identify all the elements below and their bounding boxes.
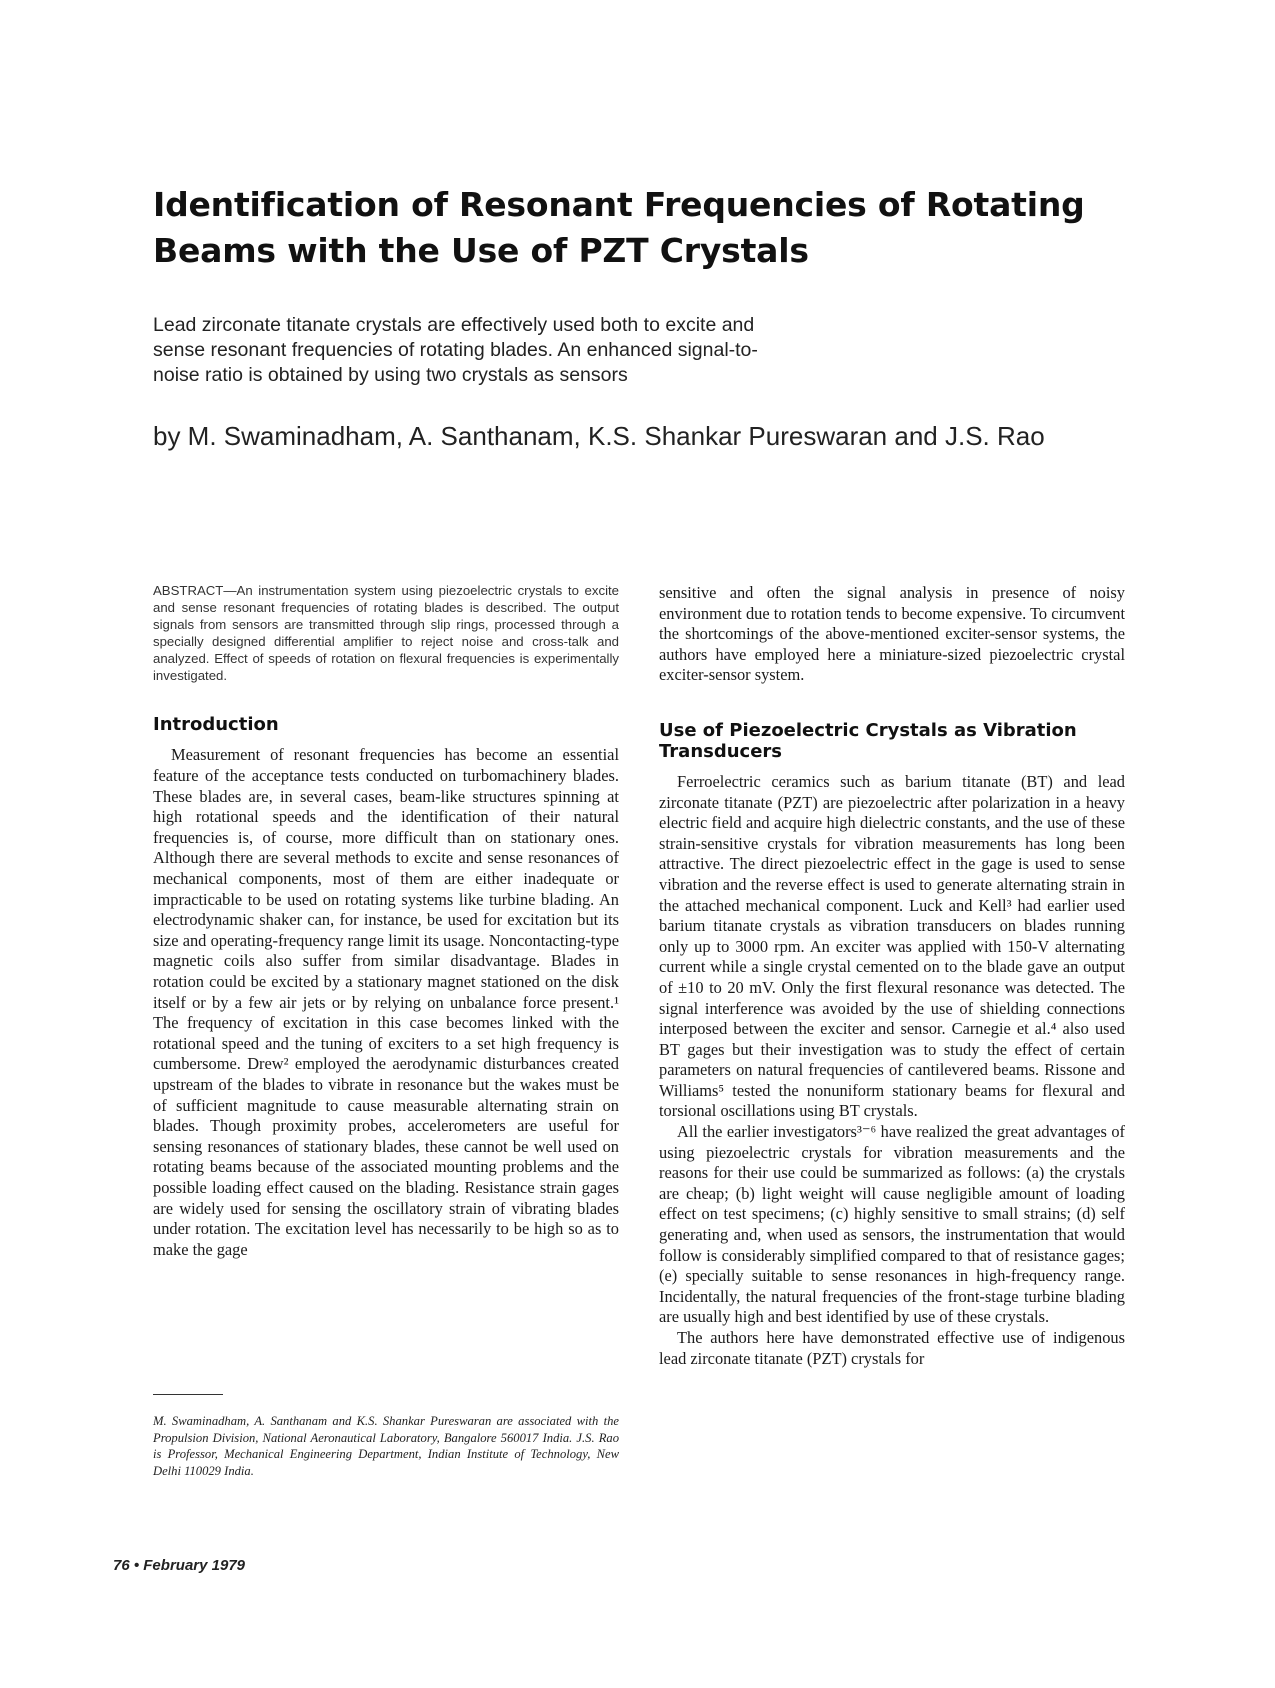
article-title: Identification of Resonant Frequencies of Rotating Beams with the Use of PZT Crystals [153, 185, 1085, 270]
introduction-paragraph: Measurement of resonant frequencies has become an essential feature of the acceptance tests conducted on turbomachinery blades. These blades are, in several cases, beam-like structures spinning at high rotational speeds and the identification of their natural frequencies is, of course, more difficult than on stationary ones. Although there are several methods to excite and sense resonances of mechanical components, most of them are either inadequate or impracticable to be used on rotating systems like turbine blading. An electrodynamic shaker can, for instance, be used for excitation but its size and operating-frequency range limit its usage. Noncontacting-type magnetic coils also suffer from similar disadvantage. Blades in rotation could be excited by a stationary magnet stationed on the disk itself or by a few air jets or by relying on unbalance force present.¹ The frequency of excitation in this case becomes linked with the rotational speed and the tuning of exciters to a set high frequency is cumbersome. Drew² employed the aerodynamic disturbances created upstream of the blades to vibrate in resonance but the wakes must be of sufficient magnitude to cause measurable alternating strain on blades. Though proximity probes, accelerometers are useful for sensing resonances of stationary blades, these cannot be well used on rotating beams because of the associated mounting problems and the possible loading effect caused on the blading. Resistance strain gages are widely used for sensing the oscillatory strain of vibrating blades under rotation. The excitation level has necessarily to be high so as to make the gage [153, 745, 619, 1259]
right-column [659, 583, 1125, 1369]
continuation-paragraph: sensitive and often the signal analysis in presence of noisy environment due to rotation tends to become expensive. To circumvent the shortcomings of the above-mentioned exciter-sensor systems, the authors have employed here a miniature-sized piezoelectric crystal exciter-sensor system. [659, 583, 1125, 685]
article-subtitle: Lead zirconate titanate crystals are effectively used both to excite and sense resonant frequencies of rotating blades. An enhanced signal-to-noise ratio is obtained by using two crystals as sensors [153, 314, 758, 386]
article-byline: by M. Swaminadham, A. Santhanam, K.S. Shankar Pureswaran and J.S. Rao [153, 421, 1045, 451]
author-footnote: M. Swaminadham, A. Santhanam and K.S. Shankar Pureswaran are associated with the Propulsion Division, National Aeronautical Laboratory, Bangalore 560017 India. J.S. Rao is Professor, Mechanical Engineering Department, Indian Institute of Technology, New Delhi 110029 India. [153, 1414, 619, 1478]
piezoelectric-heading: Use of Piezoelectric Crystals as Vibration Transducers [659, 719, 1077, 762]
introduction-heading: Introduction [153, 714, 279, 736]
piezoelectric-paragraph-1: Ferroelectric ceramics such as barium titanate (BT) and lead zirconate titanate (PZT) are piezoelectric after polarization in a heavy electric field and acquire high dielectric constants, and the use of these strain-sensitive crystals for vibration measurements has long been attractive. The direct piezoelectric effect in the gage is used to sense vibration and the reverse effect is used to generate alternating strain in the attached mechanical component. Luck and Kell³ had earlier used barium titanate crystals as vibration transducers on blades running only up to 3000 rpm. An exciter was applied with 150-V alternating current while a single crystal cemented on to the blade gave an output of ±10 to 20 mV. Only the first flexural resonance was detected. The signal interference was avoided by the use of shielding connections interposed between the exciter and sensor. Carnegie et al.⁴ also used BT gages but their investigation was to study the effect of certain parameters on natural frequencies of cantilevered beams. Rissone and Williams⁵ tested the nonuniform stationary beams for flexural and torsional oscillations using BT crystals. [659, 771, 1125, 1121]
page-folio: 76 • February 1979 [113, 1557, 245, 1574]
footnote-rule [153, 1394, 223, 1395]
left-column [153, 583, 619, 1260]
piezoelectric-paragraph-2: All the earlier investigators³⁻⁶ have realized the great advantages of using piezoelectric crystals for vibration measurements and the reasons for their use could be summarized as follows: (a) the crystals are cheap; (b) light weight will cause negligible amount of loading effect on test specimens; (c) highly sensitive to small strains; (d) self generating and, when used as sensors, the instrumentation that would follow is considerably simplified compared to that of resistance gages; (e) specially suitable to sense resonances in high-frequency range. Incidentally, the natural frequencies of the front-stage turbine blading are usually high and best identified by use of these crystals. [659, 1122, 1125, 1327]
abstract-text: ABSTRACT—An instrumentation system using piezoelectric crystals to excite and sense resonant frequencies of rotating blades is described. The output signals from sensors are transmitted through slip rings, processed through a specially designed differential amplifier to reject noise and cross-talk and analyzed. Effect of speeds of rotation on flexural frequencies is experimentally investigated. [153, 583, 619, 683]
piezoelectric-paragraph-3: The authors here have demonstrated effective use of indigenous lead zirconate titanate (PZT) crystals for [659, 1328, 1125, 1368]
